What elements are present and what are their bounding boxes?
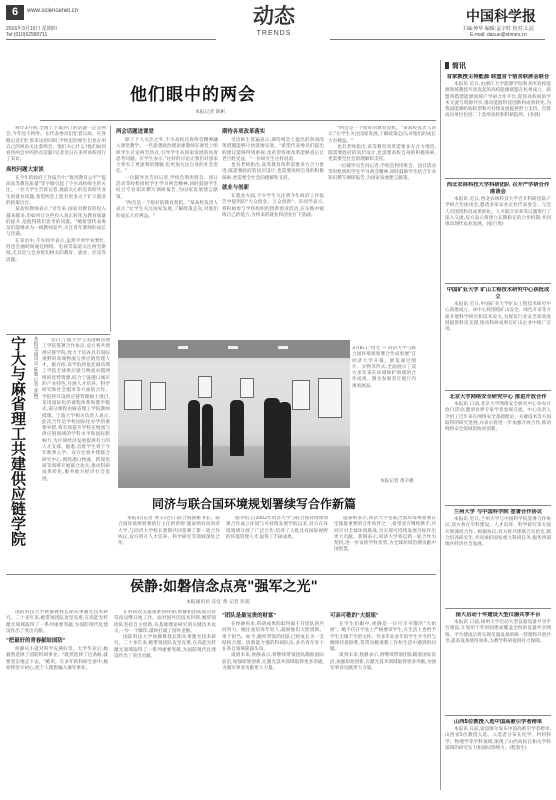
paragraph: 施泰纳表示,同济大学是联合国环境规划署在全球最重要的合作伙伴之一,希望双方继续携手,共同应对全球环境挑战,为实现可持续发展目标作出更大贡献。裴钢表示,同济大学将以新一轮合作为契机,进一步发挥学科优势,为全球环境治理贡献中国智慧。 (334, 516, 436, 553)
paragraph: 受访师生普遍表示,期待两会上提出的各项改革措施能够尽快落地见效。"希望代表委员们提出的建议能够得到重视,也希望各项改革能够真正让老百姓受益。"一位研究生这样说道。 (222, 138, 324, 162)
photo-frame (318, 378, 342, 418)
paragraph: 侯静从小就对科学充满好奇。大学毕业后,她毅然选择了国防科研事业。"既然选择了这条路,就要坚定地走下去。"她说。在多年的科研生涯中,她始终坚守初心,把个人理想融入强军事业。 (6, 647, 108, 672)
sidebar-rule (445, 178, 551, 179)
photo-visitor (278, 402, 291, 478)
article1-col-1 (6, 126, 106, 332)
article1-byline: 本报记者 陈彬 (195, 110, 226, 115)
article1-col-4 (328, 126, 436, 338)
paragraph: 在学生们眼中,侯静是一位可亲可敬的"大姐姐"。她不仅在学业上严格要求学生,在生活上也给予学生无微不至的关怀。许多毕业多年的学生至今仍与她保持着联系,常常向她请教工作和生活中遇到的问题。 (330, 622, 436, 653)
sidebar-divider (440, 60, 441, 790)
subheading: 就业与创新 (222, 185, 249, 192)
article3-col-3 (222, 610, 324, 794)
paragraph: "两会是一个很好的教育契机。"某高校负责人表示,"让学生关注国家发展,了解政策走向,对他们的成长大有裨益。" (116, 200, 218, 219)
subheading: 期待各项改革落实 (222, 129, 266, 135)
paragraph: 谈到未来,侯静表示,将继续带领团队瞄准国际前沿,加强原始创新,在激光技术领域取得更多突破,为强军事业贡献更大力量。 (222, 653, 324, 672)
subheading: "把最好的青春献给国防" (6, 638, 66, 645)
paragraph: 据介绍,自2002年同济大学与联合国环境规划署合作成立环境与可持续发展学院以来,双方在环境领域开展了广泛合作,培养了大批具有国际视野的环境管理人才,取得了丰硕成果。 (226, 516, 328, 540)
section-title-en: TRENDS (256, 30, 292, 37)
article1-col-2 (116, 126, 218, 338)
news-item-title: 扬大启动十年建设大型仪器共享平台 (455, 612, 541, 618)
vertical-article-headline: 宁大与麻省理工共建供应链学院 (9, 336, 27, 546)
article1-headline: 他们眼中的两会 (130, 85, 256, 105)
subheading: 两会话题进课堂 (116, 129, 154, 135)
paragraph: 也有老师指出,高等教育改革需要多方合力推进,既需要政府的顶层设计,也需要高校自身的积极探索,更需要全社会的理解和支持。 (222, 163, 324, 181)
article3-col-4 (330, 610, 436, 794)
editor-credits: 主编:钟华 编辑:孟宇时 校对:么辰 (462, 26, 534, 32)
news-item-text: 本报讯 近日,由浙江大学能源学院和多所高校能源领域教授共同发起的高校能源联盟在杭州成立。联盟将搭建能源领域产学研合作平台,促进高校间的学术交流与资源共享,推动能源科技创新和成果转化,为我国能源结构转型和可持续发展提供智力支持。首批成员单位包括二十余所高校和科研院所。(李晨) (445, 82, 551, 119)
news-item-text: 本报讯 近日,中国矿业大学矿山工程技术研究中心获批成立。该中心将围绕矿山安全、绿色开采等方面开展科学研究和技术攻关,为煤炭行业安全高效发展提供科技支撑,推动科研成果在矿山企业中推广应用。 (445, 302, 551, 333)
vertical-article-rule (6, 334, 110, 335)
paragraph: 在今年的政府工作报告中,"推进教育公平""提高高等教育质量"等字眼引起了不少高校师生的关注。一位大学生告诉记者,他最关心的是高校毕业生的就业问题,希望两会上能有更多关于扩大就业的政策出台。 (6, 175, 106, 206)
sidebar-news-item (445, 719, 551, 795)
photo-frame (124, 380, 142, 410)
sidebar-news-item (445, 612, 551, 712)
sidebar-rule (445, 608, 551, 609)
column-divider (110, 126, 111, 332)
news-item-text: 本报讯 日前,扬州大学启动大型仪器设备共享平台建设,计划用十年时间建成覆盖全校的仪器共享网络。平台建成后将实现仪器设备的统一管理和开放共享,提高设备使用效率,为教学科研提供有力保障。 (445, 620, 551, 644)
vertical-article-byline: 本报讯(通讯员 陈敏 记者 张楠) (33, 336, 38, 400)
photo-light (228, 346, 238, 349)
sidebar-title: 简讯 (445, 61, 466, 71)
paragraph: 在采访中,不少同学表示,虽然平时学业繁忙,但也会抽时间通过网络、电视等渠道关注两会新闻,尤其是与自身密切相关的教育、就业、住房等话题。 (6, 238, 106, 263)
exhibition-photo (118, 340, 350, 488)
subheading: "团队是最宝贵的财富" (222, 613, 277, 619)
photo-frame (240, 378, 254, 398)
sidebar-news-item (445, 394, 551, 502)
header-rule-right (330, 39, 545, 40)
issue-date: 2016年3月10日 星期四 (6, 26, 57, 32)
website-url[interactable]: www.sciencenet.cn (27, 8, 79, 14)
news-item-title: 首家教授主持能源 联盟首个宿舍联席会联合 (446, 74, 550, 80)
article3-headline: 侯静:如磐信念点亮"强军之光" (130, 579, 318, 595)
news-item-title: 山西5位教授入选中国高被引学者榜单 (453, 719, 543, 725)
sidebar-news-item (445, 287, 551, 387)
photo-ceiling (118, 340, 350, 358)
photo-visitor (202, 404, 213, 466)
paragraph: 某高校教师表示,"近年来,国家对教育的投入越来越多,但如何让这些投入真正转化为教育质量的提升,是值得我们思考的问题。"她希望代表委员们能够多为一线教师发声,关注青年教师的成长与待遇。 (6, 207, 106, 238)
page-number: 6 (6, 5, 24, 20)
article2-col-3 (334, 516, 436, 572)
newspaper-logo: 中国科学报 (466, 9, 536, 25)
news-item-title: 北京大学网络安全研究中心 推进开放合作 (449, 394, 547, 400)
article3-col-2 (114, 610, 216, 794)
subheading: 高校问题大家谈 (6, 166, 44, 173)
paragraph: 近日,宁波大学与美国麻省理工学院签署合作协议,双方将共建供应链学院,致力于培养具有国际视野的高端物流与供应链管理人才。据介绍,该学院将依托麻省理工学院全球供应链与物流卓越网络的优势资源,结合宁波港口城市的产业特色,开展人才培养、科学研究和社会服务等方面的合作。学院将开设供应链管理硕士项目,采用国际化的课程体系和教学模式,部分课程由麻省理工学院教师授课。宁波大学相关负责人表示,此次合作是学校国际化办学的重要举措,将有效提升学校在物流与供应链领域的学科水平和国际影响力,为区域经济发展提供有力的人才支撑。据悉,首批学生将于今年秋季入学。双方还将共建联合研究中心,围绕港口物流、跨境电商等领域开展联合攻关,推动科研成果转化,服务地方经济社会发展。 (42, 338, 110, 482)
paragraph: 国防科技大学侯静教授长期从事激光技术研究。二十多年来,她带领团队攻坚克难,在高能光纤激光领域取得了一系列重要突破,为国防现代化建设作出了突出贡献。 (6, 610, 108, 634)
paragraph: 国防科技大学侯静教授长期从事激光技术研究。二十多年来,她带领团队攻坚克难,在高能光纤激光领域取得了一系列重要突破,为国防现代化建设作出了突出贡献。 (114, 635, 216, 660)
article2-headline: 同济与联合国环境规划署续写合作新篇 (152, 497, 357, 511)
sidebar-rule (445, 505, 551, 506)
paragraph: 除了个人关注之外,不少高校还将两会精神融入课堂教学。一些思想政治理论课教师在课堂上组织学生讨论两会热点,引导学生从国家发展的角度思考问题。有学生表示,"这样的讨论让我们对国家大事有了更深刻的理解,也更加关注自身的社会责任。" (116, 138, 218, 175)
telephone: Tel:(010)62580711 (6, 32, 48, 38)
paragraph: 在就业方面,不少学生关注到今年政府工作报告中提到的"大众创业、万众创新"。有同学表示,将积极参与学校组织的创新创业活动,在实践中锻炼自己的能力,为将来的就业和创业打下基础。 (222, 194, 324, 218)
paragraph: 一位辅导员告诉记者,学校会利用班会、团日活动等时机组织学生学习两会精神,同时鼓励学生结合专业知识撰写调研报告,为国家发展建言献策。 (328, 163, 436, 182)
section-title: 动态 (253, 3, 295, 28)
photo-frame (150, 382, 166, 410)
article2-col-1 (118, 516, 220, 572)
paragraph: 在侯静看来,科研成果的取得离不开团队的共同努力。她注重培养年轻人,鼓励他们大胆创新、勇于担当。如今,她所带领的团队已经成长为一支结构合理、创新能力强的科研队伍,多名青年骨干在各自领域崭露头角。 (222, 622, 324, 653)
news-item-title: 西北农林科技大学科研团队 召开产学研合作座谈会 (446, 182, 550, 195)
photo-credit: 本报记者 黄辛摄 (380, 479, 414, 484)
sidebar-rule (445, 715, 551, 716)
article3-byline: 本报通讯员 宣宜 黄 记者 彭超 (186, 600, 250, 605)
photo-visitor (188, 400, 200, 468)
news-item-text: 本报讯 日前,爱思唯尔发布中国高被引学者榜单,山西省5位教授入选。入选者分布在化学、材料科学、物理学等学科领域,体现了山西高校在相关学科领域的研究实力和国际影响力。(程春生) (445, 727, 551, 751)
paragraph: 每年3月初,全国上下最热门的话题一定是两会,今年也不例外。在代表委员们忙着议政、在各路记者们忙着采访的同时,学校里的师生们也在用自己的视角关注着两会。他们关心什么?他们如何看待两会中的热点话题?记者近日在多所高校进行了采访。 (6, 126, 106, 163)
article3-col-1 (6, 610, 108, 794)
subheading: 可亲可敬的"大姐姐" (330, 613, 379, 619)
article1-col-3 (222, 126, 324, 338)
news-item-text: 本报讯 近日,兰州大学与中国科学院签署合作协议,双方将在学科建设、人才培养、科学研究等方面开展深度合作。根据协议,双方将共建联合实验室,联合培养研究生,共同承担国家重大科研任务,服务西部地区经济社会发展。 (445, 517, 551, 548)
sidebar-rule (445, 390, 551, 391)
vertical-article-body (42, 338, 110, 570)
paragraph: 本报讯(记者 黄辛)近日,联合国副秘书长、联合国环境规划署执行主任阿希姆·施泰纳访问同济大学,与同济大学校长裴钢共同签署了新一轮合作协议,双方将在人才培养、科学研究等领域深化合作。 (118, 516, 220, 547)
news-item-title: 中国矿业大学 矿山工程技术研究中心获批成立 (446, 287, 550, 300)
article2-col-2 (226, 516, 328, 572)
contact-email[interactable]: E-mail: dacue@stimes.cn (470, 32, 527, 38)
photo-frame (198, 376, 212, 398)
sidebar-news-item (445, 509, 551, 605)
news-item-text: 本报讯 近日,西北农林科技大学召开科研团队产学研合作座谈会,邀请多家农业企业代表参会。与会人员围绕科技成果转化、人才联合培养等议题进行了深入交流,双方表示将建立长期稳定的合作机制,共同推动现代农业发展。(张行勇) (445, 197, 551, 228)
paragraph: "两会是一个很好的教育契机。"某高校负责人表示,"让学生关注国家发展,了解政策走向,对他们的成长大有裨益。" (328, 126, 436, 144)
sidebar-rule (445, 283, 551, 284)
photo-light (178, 346, 188, 349)
paragraph: 在科研攻关最艰难的时期,侯静和团队成员常常夜以继日地工作。面对国外的技术封锁,她带领团队坚持自主创新,从基础理论研究到关键技术攻关,一步一个脚印,最终打破了国外垄断。 (114, 610, 216, 634)
article3-top-rule (6, 574, 436, 575)
photo-light (278, 346, 288, 349)
news-item-text: 本报讯 日前,北京大学网络安全研究中心举办开放日活动,邀请业界专家学者参观交流。中心负责人介绍了近年来在网络安全基础理论、关键技术等方面取得的研究进展,并表示将进一步加强开放合作,推动网络安全领域的协同创新。 (445, 402, 551, 433)
paragraph: 一位辅导员告诉记者,学校会利用班会、团日活动等时机组织学生学习两会精神,同时鼓励学生结合专业知识撰写调研报告,为国家发展建言献策。 (116, 175, 218, 200)
article1-top-rule (40, 120, 436, 121)
news-item-title: 兰州大学 与中国科学院 签署合作协议 (453, 509, 543, 515)
photo-frame (292, 380, 310, 410)
sidebar-news-item (445, 74, 551, 174)
paragraph: 谈到未来,侯静表示,将继续带领团队瞄准国际前沿,加强原始创新,在激光技术领域取得更多突破,为强军事业贡献更大力量。 (330, 653, 436, 672)
header-rule-left (6, 39, 216, 40)
paragraph: 也有老师指出,高等教育改革需要多方合力推进,既需要政府的顶层设计,也需要高校自身的积极探索,更需要全社会的理解和支持。 (328, 144, 436, 163)
caption-text: 3月8日,"拾光 — 同济大学与联合国环境规划署合作成果展"在同济大学开幕。展览通过图片、实物等形式,全面展示了双方多年来在环境保护领域的合作成果。图为参观者在展厅内观看展品。 (352, 346, 416, 389)
sidebar-news-item (445, 182, 551, 280)
photo-visitor (230, 400, 244, 456)
photo-caption (352, 346, 416, 476)
